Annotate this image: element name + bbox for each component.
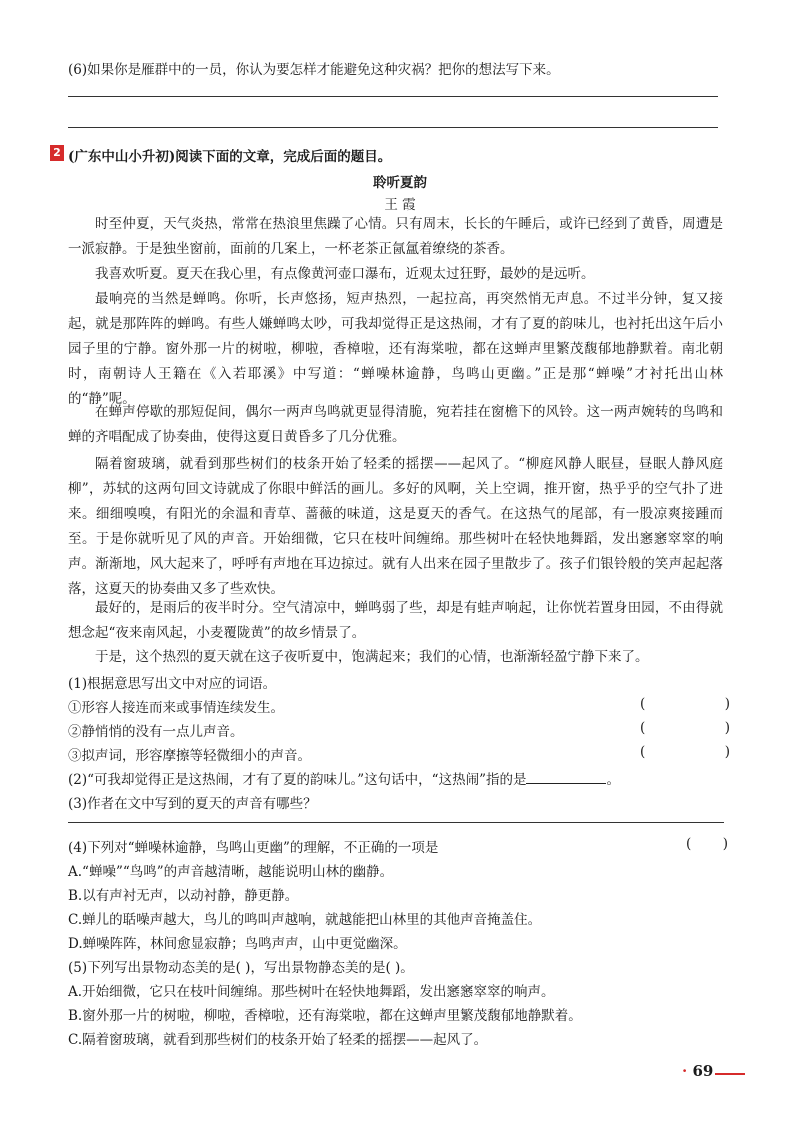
question-2 <box>68 768 620 788</box>
question-3: (3)作者在文中写到的夏天的声音有哪些？ <box>68 796 317 812</box>
question-1-item-3: ③拟声词，形容摩擦等轻微细小的声音。 <box>68 748 311 764</box>
question-2-end: 。 <box>606 772 620 788</box>
paragraph-6: 最好的，是雨后的夜半时分。空气清凉中，蝉鸣弱了些，却是有蛙声响起，让你恍若置身田园，不由得就想念起“夜来南风起，小麦覆陇黄”的故乡情景了。 <box>68 600 723 641</box>
paragraph-2: 我喜欢听夏。夏天在我心里，有点像黄河壶口瀑布，近观太过狂野，最妙的是远听。 <box>95 266 595 282</box>
page-number-value: 69 <box>692 1062 714 1080</box>
paren-open: ( <box>686 836 692 852</box>
paren-open: ( <box>640 720 646 736</box>
article-title: 聆听夏韵 <box>373 175 427 191</box>
page-dot: · <box>682 1062 688 1080</box>
paren-close: ) <box>724 744 730 760</box>
question-number-badge: 2 <box>50 145 64 161</box>
article-author: 王 霞 <box>384 197 416 213</box>
answer-paren-1[interactable] <box>640 696 730 712</box>
paragraph-3: 最响亮的当然是蝉鸣。你听，长声悠扬，短声热烈，一起拉高，再突然悄无声息。不过半分钟，复又接起，就是那阵阵的蝉鸣。有些人嫌蝉鸣太吵，可我却觉得正是这热闹，才有了夏的韵味儿，也衬托出这午后小园子里的宁静。窗外那一片的树啦，柳啦，香樟啦，还有海棠啦，都在这蝉声里繁茂馥郁地静默着。南北朝时，南朝诗人王籍在《入若耶溪》中写道：“蝉噪林逾静，鸟鸣山更幽。”正是那“蝉噪”才衬托出山林的“静”呢。 <box>68 291 723 407</box>
question-4-option-c[interactable]: C.蝉儿的聒噪声越大，鸟儿的鸣叫声越响，就越能把山林里的其他声音掩盖住。 <box>68 912 542 928</box>
answer-blank[interactable] <box>526 769 606 784</box>
paragraph-1: 时至仲夏，天气炎热，常常在热浪里焦躁了心情。只有周末，长长的午睡后，或许已经到了黄昏，周遭是一派寂静。于是独坐窗前，面前的几案上，一杯老茶正氤氲着缭绕的茶香。 <box>68 216 723 257</box>
answer-paren-2[interactable] <box>640 720 730 736</box>
answer-paren-3[interactable] <box>640 744 730 760</box>
paren-close: ) <box>724 720 730 736</box>
answer-line-3[interactable] <box>68 822 724 823</box>
question-4-option-a[interactable]: A.“蝉噪”“鸟鸣”的声音越清晰，越能说明山林的幽静。 <box>68 864 394 880</box>
question-4-option-d[interactable]: D.蝉噪阵阵，林间愈显寂静；鸟鸣声声，山中更觉幽深。 <box>68 936 407 952</box>
paren-close: ) <box>722 836 728 852</box>
paren-open: ( <box>640 744 646 760</box>
section-intro: (广东中山小升初)阅读下面的文章，完成后面的题目。 <box>68 149 392 165</box>
answer-paren-4[interactable] <box>686 836 728 852</box>
page-number <box>682 1062 713 1080</box>
question-1-item-1: ①形容人接连而来或事情连续发生。 <box>68 700 284 716</box>
question-4-option-b[interactable]: B.以有声衬无声，以动衬静，静更静。 <box>68 888 299 904</box>
question-4-stem: (4)下列对“蝉噪林逾静，鸟鸣山更幽”的理解，不正确的一项是 <box>68 840 439 856</box>
paragraph-5: 隔着窗玻璃，就看到那些树们的枝条开始了轻柔的摇摆——起风了。“柳庭风静人眠昼，昼眠人静风庭柳”，苏轼的这两句回文诗就成了你眼中鲜活的画儿。多好的风啊，关上空调，推开窗，热乎乎的空气扑了进来。细细嗅嗅，有阳光的余温和青草、蔷薇的味道，这是夏天的香气。在这热气的尾部，有一股凉爽接踵而至。于是你就听见了风的声音。开始细微，它只在枝叶间缠绵。那些树叶在轻快地舞蹈，发出窸窸窣窣的响声。渐渐地，风大起来了，呼呼有声地在耳边掠过。就有人出来在园子里散步了。孩子们银铃般的笑声起起落落，这夏天的协奏曲又多了些欢快。 <box>68 456 723 597</box>
paragraph-4: 在蝉声停歇的那短促间，偶尔一两声鸟鸣就更显得清脆，宛若挂在窗檐下的风铃。这一两声婉转的鸟鸣和蝉的齐唱配成了协奏曲，使得这夏日黄昏多了几分优雅。 <box>68 404 723 445</box>
question-6: (6)如果你是雁群中的一员，你认为要怎样才能避免这种灾祸？把你的想法写下来。 <box>68 62 560 78</box>
question-1-item-2: ②静悄悄的没有一点儿声音。 <box>68 724 244 740</box>
paragraph-7: 于是，这个热烈的夏天就在这子夜听夏中，饱满起来；我们的心情，也渐渐轻盈宁静下来了。 <box>95 649 649 665</box>
question-5-stem: (5)下列写出景物动态美的是( )，写出景物静态美的是( )。 <box>68 960 414 976</box>
question-5-option-c[interactable]: C.隔着窗玻璃，就看到那些树们的枝条开始了轻柔的摇摆——起风了。 <box>68 1032 488 1048</box>
paren-close: ) <box>724 696 730 712</box>
question-1-stem: (1)根据意思写出文中对应的词语。 <box>68 676 277 692</box>
page-accent-bar <box>715 1073 745 1075</box>
paren-open: ( <box>640 696 646 712</box>
answer-line-2[interactable] <box>68 127 718 128</box>
question-2-text: (2)“可我却觉得正是这热闹，才有了夏的韵味儿。”这句话中，“这热闹”指的是 <box>68 772 527 788</box>
question-5-option-b[interactable]: B.窗外那一片的树啦，柳啦，香樟啦，还有海棠啦，都在这蝉声里繁茂馥郁地静默着。 <box>68 1008 582 1024</box>
answer-line-1[interactable] <box>68 96 718 97</box>
question-5-option-a[interactable]: A.开始细微，它只在枝叶间缠绵。那些树叶在轻快地舞蹈，发出窸窸窣窣的响声。 <box>68 984 555 1000</box>
